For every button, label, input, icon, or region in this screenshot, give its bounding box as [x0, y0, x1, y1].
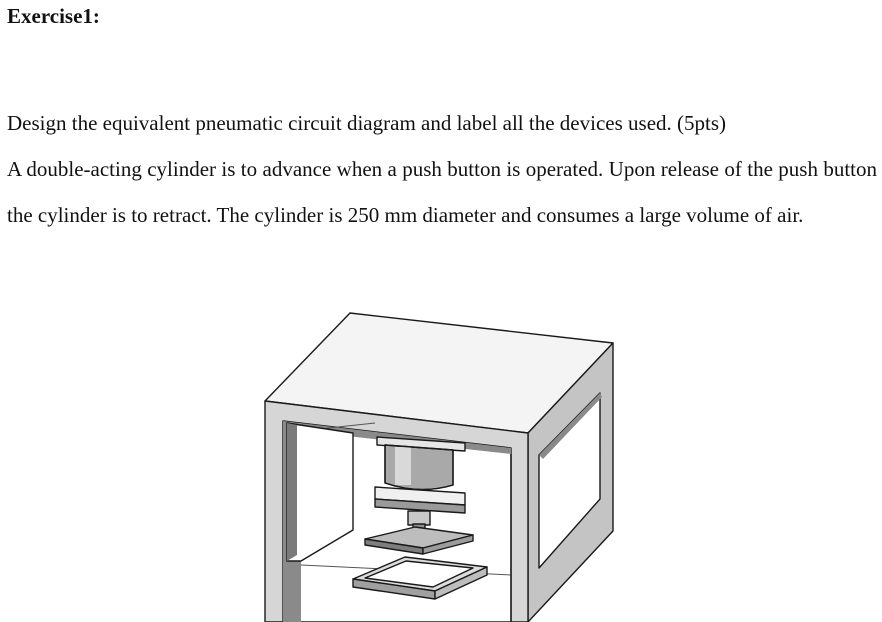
instruction-text: Design the equivalent pneumatic circuit diagram and label all the devices used. (5pts)	[7, 111, 727, 135]
problem-statement: A double-acting cylinder is to advance when a push button is operated. Upon release of the push button the cylinder is to retract. The cylinder is 250 mm diameter and consumes a large volume of air.	[7, 157, 877, 227]
exercise-body	[7, 100, 877, 238]
press-machine-figure	[255, 305, 625, 622]
exercise-heading: Exercise1:	[7, 4, 100, 28]
piston-rod	[408, 511, 430, 525]
